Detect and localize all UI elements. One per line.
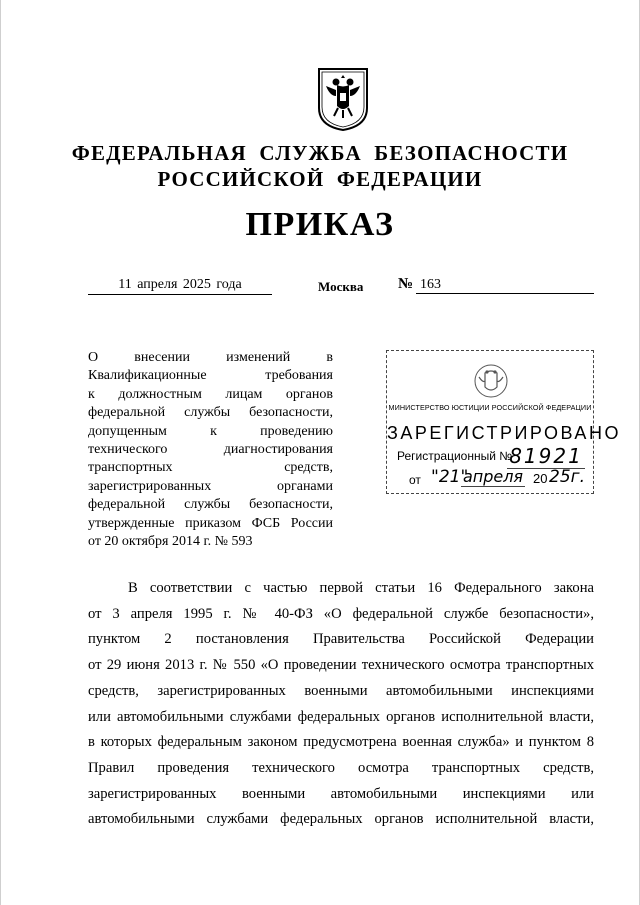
body-line: В соответствии с частью первой статьи 16 Федерального закона	[128, 580, 594, 596]
subject-line: технического диагностирования	[88, 442, 333, 458]
body-line: средств, зарегистрированных военными автомобильными инспекциями	[88, 682, 594, 699]
agency-name	[0, 140, 640, 192]
body-line: или автомобильными службами федеральных органов исполнительной власти,	[88, 708, 594, 725]
order-number-label: №	[398, 276, 414, 292]
subject-line: от 20 октября 2014 г. № 593	[88, 534, 253, 550]
body-line: от 29 июня 2013 г. № 550 «О проведении технического осмотра транспортных	[88, 657, 594, 674]
body-line: от 3 апреля 1995 г. № 40-ФЗ «О федеральной службе безопасности»,	[88, 605, 594, 622]
stamp-reg-label: Регистрационный №	[397, 449, 513, 463]
subject-line: транспортных средств,	[88, 460, 333, 476]
agency-line-2: РОССИЙСКОЙ ФЕДЕРАЦИИ	[157, 167, 483, 191]
agency-line-1: ФЕДЕРАЛЬНАЯ СЛУЖБА БЕЗОПАСНОСТИ	[71, 141, 569, 165]
subject-line: федеральной службы безопасности,	[88, 497, 333, 513]
order-subject	[88, 349, 333, 551]
subject-line: О внесении изменений в	[88, 350, 333, 365]
stamp-date-prefix: от	[409, 473, 421, 487]
stamp-month: апреля	[462, 467, 524, 486]
body-line: Правил проведения технического осмотра транспортных средств,	[88, 759, 594, 776]
body-line: в которых федеральным законом предусмотрена военная служба» и пунктом 8	[88, 734, 594, 751]
body-line: автомобильными службами федеральных органов исполнительной власти,	[88, 811, 594, 828]
subject-line: утвержденные приказом ФСБ России	[88, 515, 333, 531]
order-body	[88, 576, 594, 833]
document-type: ПРИКАЗ	[245, 206, 395, 243]
body-line: зарегистрированных военными автомобильными инспекциями или	[88, 785, 594, 802]
subject-line: Квалификационные требования	[88, 368, 333, 384]
order-city: Москва	[318, 279, 364, 294]
stamp-ministry: МИНИСТЕРСТВО ЮСТИЦИИ РОССИЙСКОЙ ФЕДЕРАЦИИ	[388, 403, 592, 412]
stamp-emblem-icon	[473, 363, 509, 399]
stamp-day: "21"	[431, 467, 469, 487]
stamp-year-printed: 20	[533, 471, 548, 486]
subject-line: федеральной службы безопасности,	[88, 405, 333, 421]
subject-line: зарегистрированных органами	[88, 478, 333, 494]
order-number-value: 163	[420, 277, 441, 292]
stamp-reg-number: 81921	[507, 444, 585, 469]
subject-line: к должностным лицам органов	[88, 386, 333, 402]
subject-line: допущенным к проведению	[88, 423, 333, 439]
registration-stamp	[386, 350, 621, 494]
order-details	[0, 276, 640, 298]
stamp-registered: ЗАРЕГИСТРИРОВАНО	[387, 423, 621, 443]
russian-coat-of-arms-icon	[316, 66, 370, 132]
body-line: пунктом 2 постановления Правительства Российской Федерации	[88, 631, 594, 648]
order-date: 11 апреля 2025 года	[88, 276, 272, 295]
stamp-year-handwritten: 25г.	[549, 467, 585, 487]
order-number	[416, 276, 594, 294]
